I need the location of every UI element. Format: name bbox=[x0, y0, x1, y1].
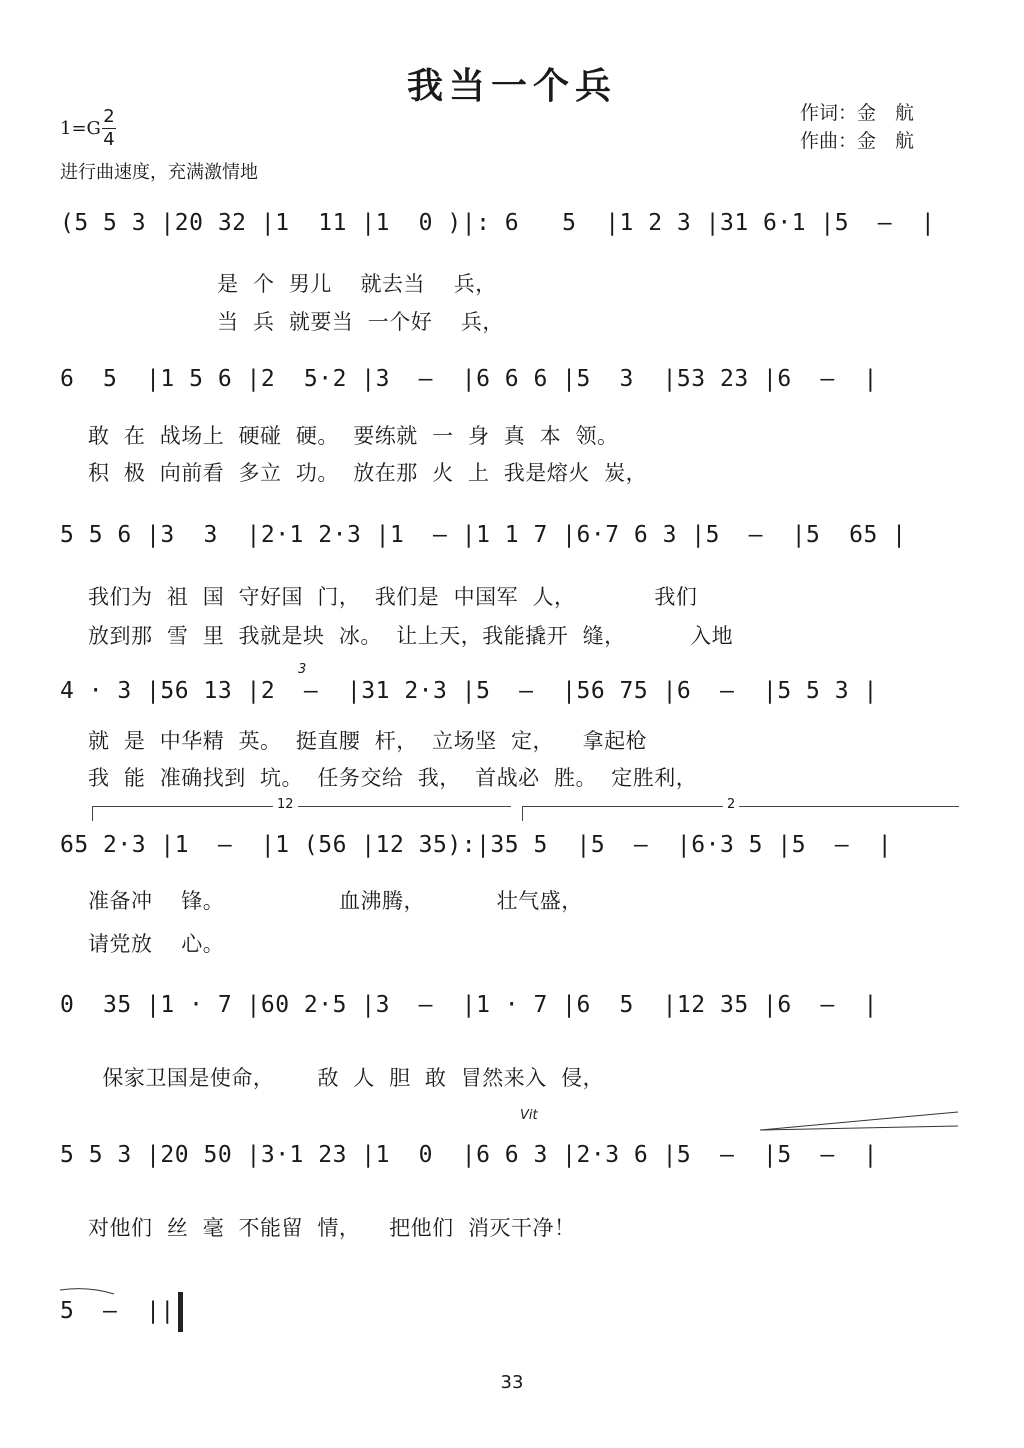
page-title: 我当一个兵 bbox=[406, 66, 617, 107]
lyricist-credit: 作词：金 航 bbox=[800, 102, 915, 124]
lyrics-system-5-verse-2: 请党放 心。 bbox=[88, 932, 225, 956]
lyrics-system-3-verse-2: 放到那 雪 里 我就是块 冰。 让上天，我能撬开 缝， 入地 bbox=[88, 624, 734, 648]
notation-system-4: 4 · 3 |56 13 |2 — |31 2·3 |5 — |56 75 |6 — |5 5 3 | bbox=[60, 678, 878, 704]
triplet-mark: 3 bbox=[298, 662, 307, 677]
lyrics-system-4-verse-1: 就 是 中华精 英。 挺直腰 杆， 立场坚 定， 拿起枪 bbox=[88, 729, 648, 753]
notation-system-1: (5 5 3 |20 32 |1 11 |1 0 )|: 6 5 |1 2 3 |31 6·1 |5 — | bbox=[60, 210, 936, 236]
lyrics-system-1-verse-1: 是 个 男儿 就去当 兵， bbox=[88, 272, 497, 296]
notation-system-2: 6 5 |1 5 6 |2 5·2 |3 — |6 6 6 |5 3 |53 23 |6 — | bbox=[60, 366, 878, 392]
second-ending-bracket bbox=[522, 797, 959, 821]
lyrics-system-5-verse-1: 准备冲 锋。 血沸腾， 壮气盛， bbox=[88, 889, 583, 913]
first-ending-bracket bbox=[92, 797, 511, 821]
composer-credit: 作曲：金 航 bbox=[800, 130, 915, 152]
lyrics-system-1-verse-2: 当 兵 就要当 一个好 兵， bbox=[88, 310, 504, 334]
tempo-marking: 进行曲速度，充满激情地 bbox=[60, 162, 258, 183]
lyrics-system-2-verse-2: 积 极 向前看 多立 功。 放在那 火 上 我是熔火 炭， bbox=[88, 461, 648, 485]
lyrics-system-3-verse-1: 我们为 祖 国 守好国 门， 我们是 中国军 人， 我们 bbox=[88, 585, 698, 609]
notation-system-6: 0 35 |1 · 7 |60 2·5 |3 — |1 · 7 |6 5 |12 35 |6 — | bbox=[60, 992, 878, 1018]
first-ending-label: 12 bbox=[273, 797, 298, 812]
notation-system-3: 5 5 6 |3 3 |2·1 2·3 |1 — |1 1 7 |6·7 6 3 |5 — |5 65 | bbox=[60, 522, 907, 548]
vit-marking: Vit bbox=[520, 1108, 538, 1123]
notation-system-5: 65 2·3 |1 — |1 (56 |12 35):|35 5 |5 — |6·3 5 |5 — | bbox=[60, 832, 893, 858]
second-ending-label: 2 bbox=[723, 797, 739, 812]
notation-system-8: 5 — || bbox=[60, 1298, 175, 1324]
final-barline bbox=[178, 1292, 183, 1332]
lyrics-system-7-verse-1: 对他们 丝 毫 不能留 情， 把他们 消灭干净！ bbox=[88, 1216, 576, 1240]
time-signature-top: 2 bbox=[103, 106, 115, 127]
key-signature: 1=G bbox=[60, 118, 101, 139]
lyrics-system-2-verse-1: 敢 在 战场上 硬碰 硬。 要练就 一 身 真 本 领。 bbox=[88, 424, 619, 448]
lyrics-system-6-verse-1: 保家卫国是使命， 敌 人 胆 敢 冒然来入 侵， bbox=[88, 1066, 605, 1090]
time-signature-bottom: 4 bbox=[103, 129, 115, 150]
lyrics-system-4-verse-2: 我 能 准确找到 坑。 任务交给 我， 首战必 胜。 定胜利， bbox=[88, 766, 698, 790]
time-signature bbox=[102, 106, 116, 151]
page-number: 33 bbox=[500, 1372, 524, 1393]
notation-system-7: 5 5 3 |20 50 |3·1 23 |1 0 |6 6 3 |2·3 6 |5 — |5 — | bbox=[60, 1142, 878, 1168]
